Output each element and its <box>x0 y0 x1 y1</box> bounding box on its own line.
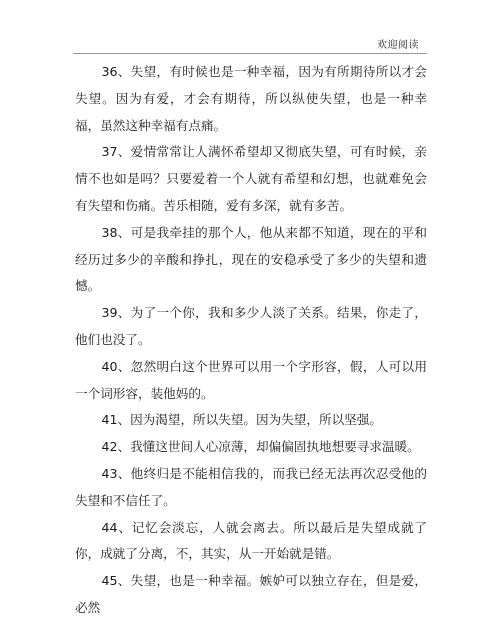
paragraph-36: 36、失望，有时候也是一种幸福，因为有所期待所以才会失望。因为有爱，才会有期待，所以纵使失望，也是一种幸福，虽然这种幸福有点痛。 <box>75 64 427 133</box>
paragraph-44: 44、记忆会淡忘，人就会离去。所以最后是失望成就了你，成就了分离，不，其实，从一开始就是错。 <box>75 519 427 562</box>
header-divider <box>73 53 427 54</box>
paragraph-39: 39、为了一个你，我和多少人淡了关系。结果，你走了，他们也没了。 <box>75 305 427 347</box>
paragraph-38: 38、可是我牵挂的那个人，他从来都不知道，现在的平和经历过多少的辛酸和挣扎，现在的安稳承受了多少的失望和遗憾。 <box>75 224 427 294</box>
paragraph-37: 37、爱情常常让人满怀希望却又彻底失望，可有时候，亲情不也如是吗？只要爱着一个人就有希望和幻想，也就难免会有失望和伤痛。苦乐相随，爱有多深，就有多苦。 <box>75 144 427 213</box>
paragraph-40: 40、忽然明白这个世界可以用一个字形容，假，人可以用一个词形容，装他妈的。 <box>75 358 427 401</box>
document-body <box>75 59 427 622</box>
paragraph-41: 41、因为渴望，所以失望。因为失望，所以坚强。 <box>101 412 382 428</box>
paragraph-45: 45、失望，也是一种幸福。嫉妒可以独立存在，但是爱，必然 <box>75 573 427 615</box>
paragraph-42: 42、我懂这世间人心凉薄，却偏偏固执地想要寻求温暖。 <box>101 439 420 455</box>
paragraph-43: 43、他终归是不能相信我的，而我已经无法再次忍受他的失望和不信任了。 <box>75 465 427 508</box>
header-label: 欢迎阅读 <box>377 40 419 51</box>
